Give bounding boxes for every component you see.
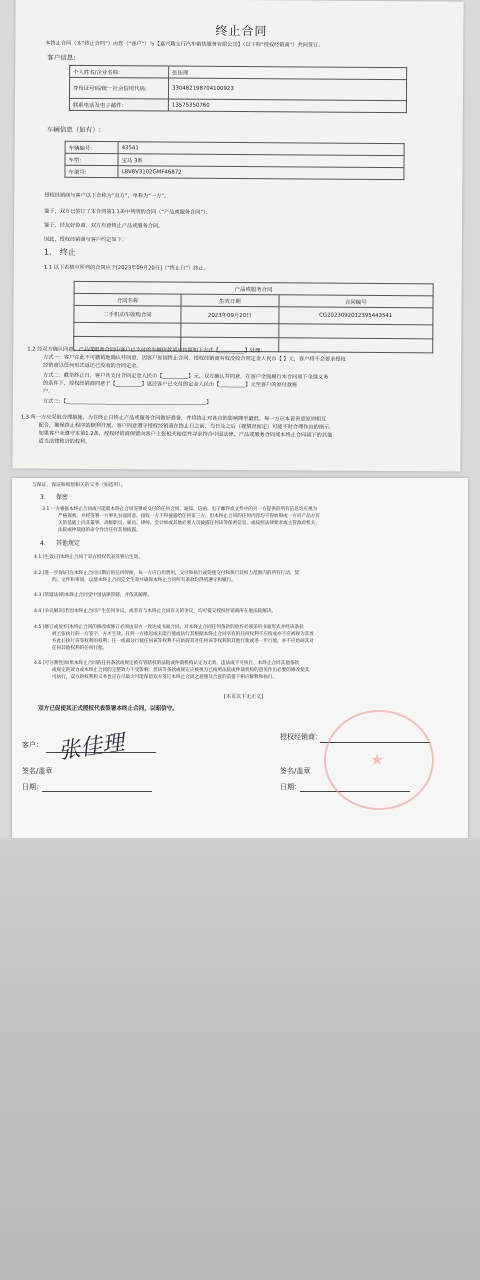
- table-caption: 产品或服务合同: [74, 281, 433, 296]
- carryover-line: 与保证、保证和赔偿相关的义务（如适用）。: [32, 483, 126, 488]
- cell-label: 车辆编号:: [65, 141, 118, 153]
- customer-info-table: [69, 65, 407, 113]
- customer-sign-seal-label: 签名/盖章: [22, 767, 53, 775]
- whereas-1: 鉴于，双方已签订了本合同第1.1条中列明的合同（“产品或服务合同”）；: [44, 208, 211, 216]
- vehicle-number: 43541: [118, 142, 404, 156]
- document-title: 终止合同: [215, 23, 268, 39]
- cell-label: 个人姓名/企业名称:: [70, 65, 169, 78]
- customer-heading: 客户信息:: [47, 53, 76, 62]
- cell-label: 联系电话及电子邮件:: [69, 98, 168, 111]
- table-row: [69, 98, 406, 112]
- section-4-title: 其他规定: [56, 540, 81, 547]
- customer-name: 张佳理: [169, 66, 407, 80]
- vehicle-info-table: [64, 141, 404, 180]
- whereas-2: 鉴于，经友好协商，双方有意终止产品或服务合同。: [44, 222, 164, 230]
- dealer-sign-label: 授权经销商：: [280, 733, 322, 741]
- customer-signature: 张佳理: [56, 730, 126, 765]
- contract-number: CG2023092012395443541: [278, 307, 433, 325]
- customer-phone: 13575350760: [168, 99, 406, 113]
- dealer-sign-seal-label: 签名/盖章: [280, 767, 311, 775]
- column-header: 合同名称: [74, 293, 181, 306]
- clause-1-3: 1.3 每一方应采取合理措施，为在终止日终止产品或服务合同做好准备，并将终止对各自的影响降至最低。每一方应本着善意原则相互 配合，确保终止程序的顺利开展。客户同意遵守授权经销商在终止日之前、当日及之后（视情况而定）可能不时合理作出的指示。 如果客户未遵守本第1.2条，授权经销商保留向客户主张相关赔偿并寻求符合中国法律、产品或服务合同或本终止合同项下的其他 适当法律救济的权利。: [20, 414, 335, 445]
- party-note: 授权经销商与客户以下合称为“双方”，单称为“一方”。: [44, 192, 170, 200]
- section-3-number: 3.: [40, 494, 46, 501]
- section-3-title: 保密: [56, 494, 69, 501]
- effective-date: 2023年09月20日: [181, 306, 279, 324]
- customer-date-label: 日期：: [22, 783, 43, 791]
- contract-table: [73, 281, 433, 354]
- section-1-number: 1.: [43, 247, 52, 257]
- section-1-title: 终止: [59, 247, 76, 257]
- vehicle-heading: 车辆信息（如有）:: [46, 125, 101, 135]
- contract-name: 二手机动车收购合同: [74, 305, 181, 323]
- vehicle-model: 宝马 3系: [118, 154, 404, 168]
- customer-sign-label: 客户：: [22, 741, 43, 749]
- cell-label: 车型:: [65, 153, 118, 165]
- signing-statement: 双方已促使其正式授权代表签署本终止合同，以昭信守。: [38, 706, 178, 712]
- column-header: 合同编号: [279, 295, 434, 308]
- cell-label: 身份证号码/统一社会信用代码:: [69, 77, 168, 99]
- no-text-below-note: [本页以下无正文]: [224, 694, 263, 700]
- clause-1-1: 1.1 以下表格中所列的合同应于[2023年09月20日]（“终止日”）终止。: [43, 264, 209, 272]
- company-seal-icon: ★: [324, 710, 434, 810]
- cell-label: 车架号:: [65, 165, 118, 177]
- intro-paragraph: 本终止合同（本“终止合同”）由您（“客户”）与【嘉兴瑞宝行汽车销售服务有限公司】（以下称“授权经销商”）共同签订。: [45, 40, 324, 49]
- section-4-number: 4.: [40, 540, 46, 547]
- contract-page-1: [12, 0, 463, 472]
- customer-id: 330482198704100923: [168, 78, 406, 101]
- table-row: [65, 165, 404, 179]
- vehicle-vin: LBV8V3102GMF46872: [118, 166, 404, 180]
- contract-page-2: 与保证、保证和赔偿相关的义务（如适用）。 3. 保密 3.1 一方根据本终止合同或可能就本终止合同签署或交付的任何合同、通知、信函、电子邮件或文件中的另一方提供的所有信息均应视为 严格保密，并经签署一方事先书面同意。接收一方不得披露给任何第三方。但本终止合同的任何内容均不得妨碍或一方向产品方有 关的基础上向其董事、高级职员、雇员、律师、会计师或其他必要人员披露任何该等保密信息，或按照法律要求或主管政府机关、 法院或仲裁庭的命令作出任何其他披露。 4. 其他规定 4.1 [生效日]本终止合同于双方授权代表签署后生效。 4.2 [进一步保证]在本终止合同日期后的任何时候，每一方应自担费用，交付和执行或促使交付和执行其权力范围内的所有行动、契 约、文件和事项，以使本终止合同完全生效并确保本终止合同所有条款均得到遵守和履行。 4.3 [管辖法律]本终止合同受中国法律管辖，并依其解释。 4.4 [争议解决]若因本终止合同产生任何争议，或者有与本终止合同有关的争议，均可提交授权经销商所在地法院解决。 4.5 [修订或放弃]本终止合同的修改或修订必须由双方一致达成书面合同。对本终止合同任何条款的放弃必须采用书面形式并经该条款 被主张执行的一方签字，方才生效。任何一方推迟或未能行使或执行其根据本终止合同享有的任何权利不应构成亦不应被视为其放 弃此后执行该等权利的权利；任一或部分行使任何该等权利不应妨碍其对任何该等权利的其他行使或进一步行使，亦不应妨碍其对 任何其他权利的任何行使。 4.6 [可分割性]如果本终止合同的任何条款或规定被有管辖权的法院或仲裁机构认定为无效、违法或不可执行，本终止合同其他条款 或规定的效力或本终止合同的完整效力不受影响；但该等条款或规定应被视为已按照法院或仲裁机构的意见作出必要的修改使其 可执行，双方的权利和义务也应在尽最大可能保留双方签订本终止合同之意图及合意的前提下相应解释和执行。 [本页以下无正文] 双方已促使其正式授权代表签署本终止合同，以昭信守。 客户： 张佳理 签名/盖章 日期： 授权经销商： 签名/盖章 日期： ★: [12, 478, 468, 838]
- therefore-clause: 因此，授权经销商与客户约定如下：: [43, 236, 127, 244]
- dealer-date-label: 日期：: [280, 783, 301, 791]
- table-surface: [0, 838, 480, 1280]
- column-header: 生效日期: [181, 294, 279, 307]
- table-row: [69, 77, 406, 100]
- customer-date-line: [42, 791, 152, 792]
- clause-1-2: 1.2 经双方确认同意，产品或服务合同中客户已支付的车辆价款项应按照如下方式【__________】处理： 方式一：客户在此不可撤销地确认并同意，因客户原因终止合同，授权经销商有权没收合同定金人民币【 】元，客户将不会要求授权 经销商以任何形式返还已没收的合同定金。 方式二：截至终止日，客户共支付合同定金人民币【__________】元，双方确认并同意，在客户全面履行本合同项下全部义务 的条件下，授权经销商同意于【__________】返还客户已支付的定金人民币【__________】元至客户的原付款账 户。 方式三：【______________________________________________________】: [27, 346, 346, 406]
